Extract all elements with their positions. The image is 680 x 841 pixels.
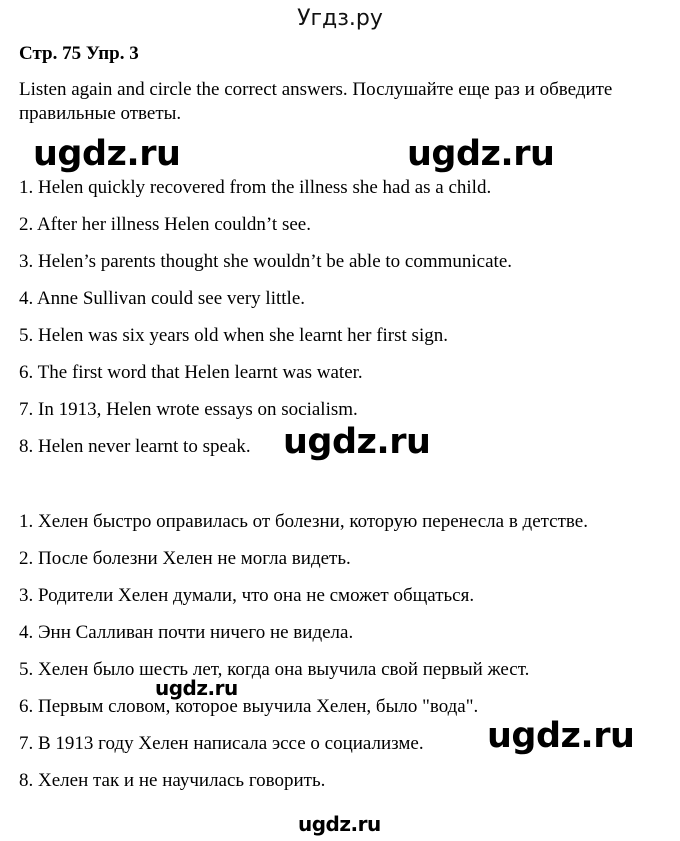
russian-item: 1. Хелен быстро оправилась от болезни, которую перенесла в детстве. <box>19 511 588 532</box>
russian-item: 7. В 1913 году Хелен написала эссе о социализме. <box>19 733 424 754</box>
russian-item: 6. Первым словом, которое выучила Хелен, было "вода". <box>19 696 479 717</box>
site-title: Угдз.ру <box>297 6 383 31</box>
english-item: 2. After her illness Helen couldn’t see. <box>19 214 311 235</box>
russian-item: 2. После болезни Хелен не могла видеть. <box>19 548 351 569</box>
english-item: 8. Helen never learnt to speak. <box>19 436 251 457</box>
english-item: 3. Helen’s parents thought she wouldn’t be able to communicate. <box>19 251 513 272</box>
exercise-instruction: Listen again and circle the correct answers. Послушайте еще раз и обведите правильные ответы. <box>19 79 613 124</box>
watermark: ugdz.ru <box>283 422 431 462</box>
english-item: 5. Helen was six years old when she learnt her first sign. <box>19 325 448 346</box>
russian-item: 3. Родители Хелен думали, что она не сможет общаться. <box>19 585 475 606</box>
russian-item: 5. Хелен было шесть лет, когда она выучила свой первый жест. <box>19 659 530 680</box>
watermark: ugdz.ru <box>487 716 635 756</box>
english-item: 6. The first word that Helen learnt was water. <box>19 362 363 383</box>
watermark: ugdz.ru <box>33 134 181 174</box>
watermark: ugdz.ru <box>407 134 555 174</box>
english-item: 4. Anne Sullivan could see very little. <box>19 288 306 309</box>
watermark: ugdz.ru <box>298 812 381 836</box>
english-item: 7. In 1913, Helen wrote essays on socialism. <box>19 399 358 420</box>
english-item: 1. Helen quickly recovered from the illness she had as a child. <box>19 177 492 198</box>
watermark: ugdz.ru <box>155 676 238 700</box>
exercise-heading: Стр. 75 Упр. 3 <box>19 43 139 64</box>
russian-item: 8. Хелен так и не научилась говорить. <box>19 770 326 791</box>
russian-item: 4. Энн Салливан почти ничего не видела. <box>19 622 354 643</box>
